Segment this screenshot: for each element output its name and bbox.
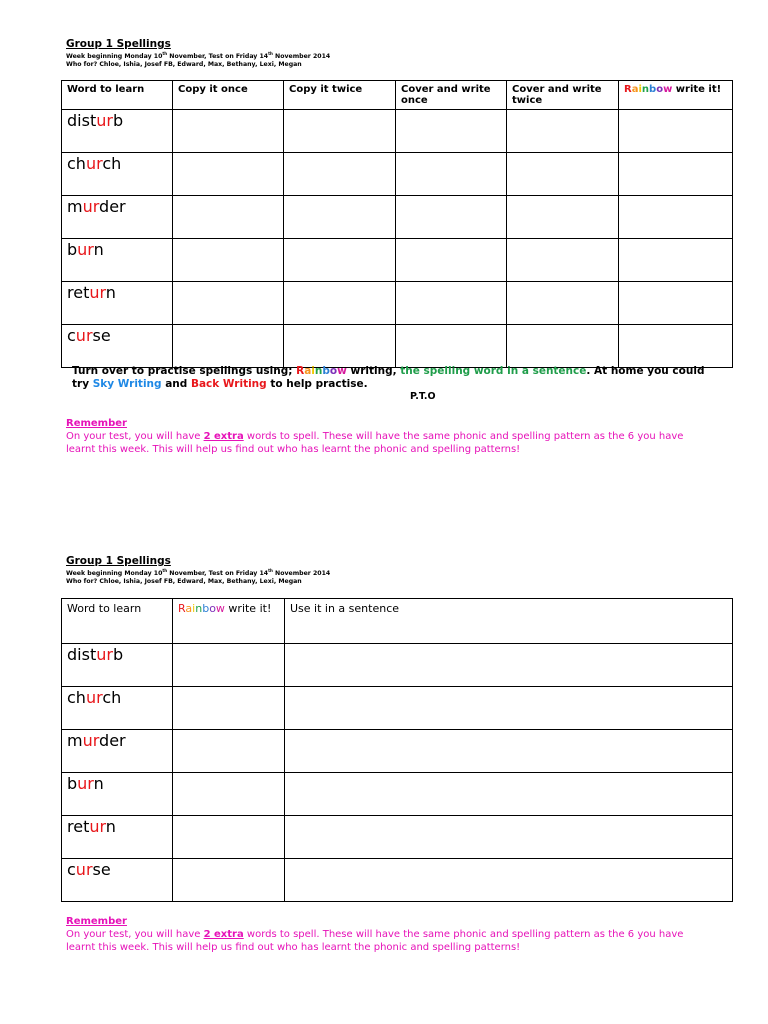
who-for-2: Who for? Chloe, Ishia, Josef FB, Edward, Max, Bethany, Lexi, Megan	[66, 578, 302, 586]
blank-write-cell[interactable]	[285, 859, 733, 902]
header-cover-twice: Cover and write twice	[507, 81, 619, 110]
header-copy-once: Copy it once	[173, 81, 284, 110]
blank-write-cell[interactable]	[507, 282, 619, 325]
header2-sentence: Use it in a sentence	[285, 599, 733, 644]
blank-write-cell[interactable]	[507, 153, 619, 196]
blank-write-cell[interactable]	[173, 325, 284, 368]
blank-write-cell[interactable]	[173, 196, 284, 239]
blank-write-cell[interactable]	[285, 773, 733, 816]
blank-write-cell[interactable]	[284, 153, 396, 196]
blank-write-cell[interactable]	[396, 196, 507, 239]
blank-write-cell[interactable]	[619, 239, 733, 282]
blank-write-cell[interactable]	[173, 282, 284, 325]
table-row	[62, 644, 733, 687]
blank-write-cell[interactable]	[619, 196, 733, 239]
practice-note: Turn over to practise spellings using; Rainbow writing, the spelling word in a sentence. At home you could try Sky Writing and Back Writing to help practise.	[72, 365, 705, 390]
header-cover-once: Cover and write once	[396, 81, 507, 110]
header-word: Word to learn	[62, 81, 173, 110]
table-header-row	[62, 81, 733, 110]
word-cell: curse	[62, 325, 173, 368]
blank-write-cell[interactable]	[173, 730, 285, 773]
section1-header	[61, 38, 733, 69]
blank-write-cell[interactable]	[284, 110, 396, 153]
blank-write-cell[interactable]	[396, 282, 507, 325]
spelling-table-2	[61, 598, 733, 902]
table-row	[62, 239, 733, 282]
blank-write-cell[interactable]	[284, 239, 396, 282]
page-title-2: Group 1 Spellings	[66, 555, 171, 567]
header2-rainbow: Rainbow write it!	[173, 599, 285, 644]
table-row	[62, 196, 733, 239]
blank-write-cell[interactable]	[396, 153, 507, 196]
blank-write-cell[interactable]	[173, 110, 284, 153]
week-info: Week beginning Monday 10th November, Test on Friday 14th November 2014	[66, 51, 331, 61]
word-cell: murder	[62, 196, 173, 239]
header-copy-twice: Copy it twice	[284, 81, 396, 110]
blank-write-cell[interactable]	[173, 816, 285, 859]
spelling-table-1	[61, 80, 733, 368]
blank-write-cell[interactable]	[507, 239, 619, 282]
header-rainbow: Rainbow write it!	[619, 81, 733, 110]
remember-text: On your test, you will have 2 extra words to spell. These will have the same phonic and spelling pattern as the 6 you have learnt this week. This will help us find out who has learnt the phonic and spelling patterns!	[66, 431, 684, 455]
word-cell: church	[62, 687, 173, 730]
blank-write-cell[interactable]	[396, 239, 507, 282]
blank-write-cell[interactable]	[284, 325, 396, 368]
table-row	[62, 110, 733, 153]
word-cell: burn	[62, 773, 173, 816]
table-row	[62, 816, 733, 859]
blank-write-cell[interactable]	[284, 282, 396, 325]
word-cell: return	[62, 816, 173, 859]
blank-write-cell[interactable]	[285, 816, 733, 859]
table-row	[62, 730, 733, 773]
table-row	[62, 282, 733, 325]
blank-write-cell[interactable]	[173, 644, 285, 687]
remember-title: Remember	[66, 418, 127, 429]
blank-write-cell[interactable]	[285, 730, 733, 773]
blank-write-cell[interactable]	[507, 196, 619, 239]
remember-text-2: On your test, you will have 2 extra words to spell. These will have the same phonic and spelling pattern as the 6 you have learnt this week. This will help us find out who has learnt the phonic and spelling patterns!	[66, 929, 684, 953]
table-row	[62, 153, 733, 196]
blank-write-cell[interactable]	[285, 687, 733, 730]
week-info-2: Week beginning Monday 10th November, Test on Friday 14th November 2014	[66, 568, 331, 578]
blank-write-cell[interactable]	[173, 773, 285, 816]
blank-write-cell[interactable]	[619, 282, 733, 325]
word-cell: curse	[62, 859, 173, 902]
who-for: Who for? Chloe, Ishia, Josef FB, Edward, Max, Bethany, Lexi, Megan	[66, 61, 302, 69]
table-row	[62, 325, 733, 368]
blank-write-cell[interactable]	[173, 859, 285, 902]
blank-write-cell[interactable]	[619, 110, 733, 153]
table2-header-row	[62, 599, 733, 644]
word-cell: disturb	[62, 110, 173, 153]
section2-header	[61, 555, 733, 586]
blank-write-cell[interactable]	[507, 110, 619, 153]
blank-write-cell[interactable]	[507, 325, 619, 368]
pto-label: P.T.O	[410, 391, 436, 402]
blank-write-cell[interactable]	[284, 196, 396, 239]
table-row	[62, 859, 733, 902]
table-row	[62, 687, 733, 730]
word-cell: church	[62, 153, 173, 196]
table-row	[62, 773, 733, 816]
remember-block-2	[66, 915, 706, 954]
blank-write-cell[interactable]	[619, 325, 733, 368]
blank-write-cell[interactable]	[173, 153, 284, 196]
blank-write-cell[interactable]	[619, 153, 733, 196]
header2-word: Word to learn	[62, 599, 173, 644]
word-cell: murder	[62, 730, 173, 773]
page-title: Group 1 Spellings	[66, 38, 171, 50]
remember-title-2: Remember	[66, 916, 127, 927]
rainbow-label: Rainbow	[178, 602, 225, 615]
blank-write-cell[interactable]	[285, 644, 733, 687]
word-cell: burn	[62, 239, 173, 282]
blank-write-cell[interactable]	[173, 239, 284, 282]
word-cell: return	[62, 282, 173, 325]
rainbow-label: Rainbow	[624, 84, 673, 95]
rainbow-word: Rainbow	[296, 365, 347, 377]
word-cell: disturb	[62, 644, 173, 687]
remember-block-1	[66, 417, 706, 456]
blank-write-cell[interactable]	[396, 325, 507, 368]
blank-write-cell[interactable]	[173, 687, 285, 730]
blank-write-cell[interactable]	[396, 110, 507, 153]
